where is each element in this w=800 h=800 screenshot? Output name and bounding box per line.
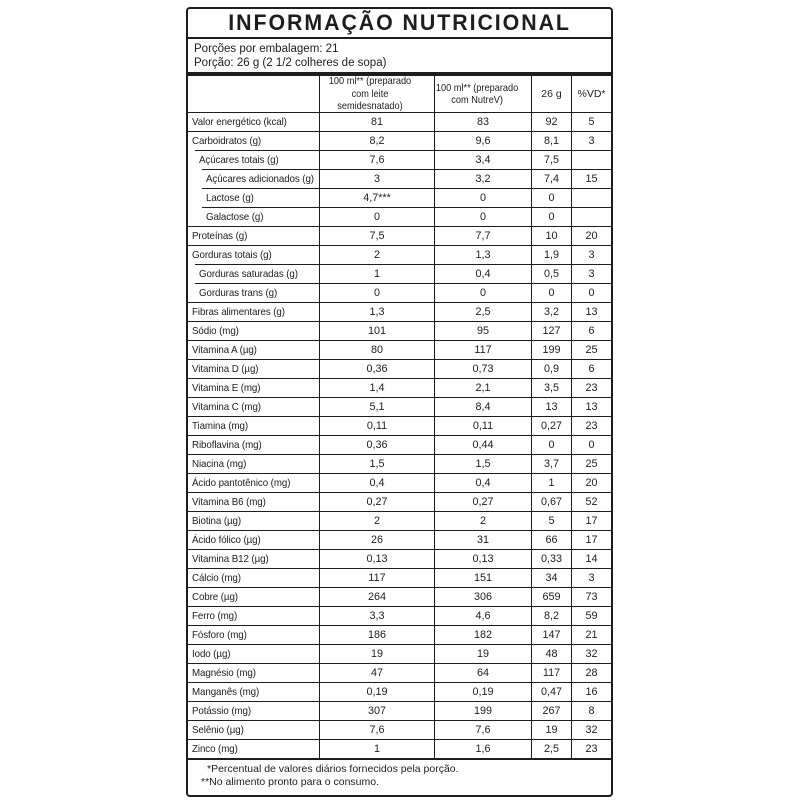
row-value: 264	[319, 587, 434, 606]
table-row	[188, 663, 611, 682]
row-value: 1,5	[319, 454, 434, 473]
row-value: 2	[319, 245, 434, 264]
column-header-100ml-milk: 100 ml** (preparado com leite semidesnatado)	[319, 76, 434, 112]
row-label: Biotina (µg)	[192, 514, 242, 527]
row-value: 64	[434, 663, 531, 682]
row-value: 0	[434, 188, 531, 207]
row-value: 3	[319, 169, 434, 188]
row-value: 0,11	[319, 416, 434, 435]
row-label: Niacina (mg)	[192, 457, 247, 470]
row-value: 0	[571, 283, 611, 302]
row-value: 7,6	[434, 720, 531, 739]
row-value: 0	[531, 207, 571, 226]
row-label: Cobre (µg)	[192, 590, 238, 603]
row-value	[571, 150, 611, 169]
row-value: 127	[531, 321, 571, 340]
row-value: 3	[571, 131, 611, 150]
table-row	[188, 739, 611, 758]
table-row	[188, 682, 611, 701]
row-value: 3,2	[434, 169, 531, 188]
row-value: 0,9	[531, 359, 571, 378]
row-value: 47	[319, 663, 434, 682]
row-label: Fibras alimentares (g)	[192, 305, 285, 318]
row-value: 16	[571, 682, 611, 701]
row-value: 23	[571, 378, 611, 397]
row-value: 7,6	[319, 720, 434, 739]
table-row	[188, 340, 611, 359]
title-band	[188, 9, 611, 39]
row-label: Potássio (mg)	[192, 704, 252, 717]
row-value: 0,27	[531, 416, 571, 435]
row-value: 6	[571, 321, 611, 340]
row-value: 3	[571, 245, 611, 264]
row-value: 2	[434, 511, 531, 530]
row-value: 0,67	[531, 492, 571, 511]
row-value: 6	[571, 359, 611, 378]
portion-info	[188, 39, 611, 72]
row-label: Tiamina (mg)	[192, 419, 249, 432]
table-row	[188, 397, 611, 416]
row-value: 8,1	[531, 131, 571, 150]
row-value: 66	[531, 530, 571, 549]
table-row	[188, 587, 611, 606]
row-value: 8,2	[319, 131, 434, 150]
row-value: 117	[319, 568, 434, 587]
row-label: Vitamina E (mg)	[192, 381, 261, 394]
row-label: Vitamina B12 (µg)	[192, 552, 269, 565]
table-row	[188, 492, 611, 511]
row-value: 0,13	[319, 549, 434, 568]
row-value: 13	[531, 397, 571, 416]
row-label: Zinco (mg)	[192, 742, 238, 755]
column-header-100ml-nutrev: 100 ml** (preparado com NutreV)	[434, 76, 531, 112]
table-row	[188, 378, 611, 397]
row-value: 31	[434, 530, 531, 549]
row-value: 1,5	[434, 454, 531, 473]
row-value: 52	[571, 492, 611, 511]
row-value: 3	[571, 264, 611, 283]
table-row	[188, 701, 611, 720]
row-value: 3	[571, 568, 611, 587]
table-row	[188, 112, 611, 131]
row-label: Carboidratos (g)	[192, 134, 262, 147]
row-value: 0	[531, 283, 571, 302]
row-value: 32	[571, 720, 611, 739]
row-value: 19	[319, 644, 434, 663]
row-value: 0,33	[531, 549, 571, 568]
row-value: 1	[319, 264, 434, 283]
row-value: 0,44	[434, 435, 531, 454]
row-label: Iodo (µg)	[192, 647, 231, 660]
nutrition-facts-panel	[186, 7, 613, 797]
table-row	[188, 720, 611, 739]
row-label: Vitamina D (µg)	[192, 362, 259, 375]
row-value: 182	[434, 625, 531, 644]
table-row	[188, 150, 611, 169]
row-label: Riboflavina (mg)	[192, 438, 262, 451]
row-value: 21	[571, 625, 611, 644]
table-row	[188, 264, 611, 283]
row-value: 9,6	[434, 131, 531, 150]
row-label: Gorduras saturadas (g)	[199, 267, 298, 280]
row-value: 8,4	[434, 397, 531, 416]
row-value	[571, 188, 611, 207]
table-row	[188, 473, 611, 492]
row-value: 1	[319, 739, 434, 758]
row-value: 3,5	[531, 378, 571, 397]
row-value: 147	[531, 625, 571, 644]
row-value: 3,2	[531, 302, 571, 321]
row-value: 0,13	[434, 549, 531, 568]
row-value: 19	[434, 644, 531, 663]
row-value: 20	[571, 473, 611, 492]
row-value: 0	[531, 435, 571, 454]
table-row	[188, 454, 611, 473]
row-value: 0,36	[319, 359, 434, 378]
table-row	[188, 568, 611, 587]
row-label: Gorduras trans (g)	[199, 286, 278, 299]
row-value: 117	[531, 663, 571, 682]
footnote-daily-values: *Percentual de valores diários fornecidos pela porção.	[207, 763, 459, 776]
row-value: 59	[571, 606, 611, 625]
table-row	[188, 131, 611, 150]
row-value: 1,4	[319, 378, 434, 397]
table-row	[188, 549, 611, 568]
row-value: 117	[434, 340, 531, 359]
row-value: 28	[571, 663, 611, 682]
row-value: 2,5	[434, 302, 531, 321]
row-value: 3,7	[531, 454, 571, 473]
row-value: 8,2	[531, 606, 571, 625]
table-row	[188, 283, 611, 302]
row-value: 0	[319, 283, 434, 302]
table-row	[188, 226, 611, 245]
row-value: 0,27	[319, 492, 434, 511]
table-row	[188, 606, 611, 625]
row-label: Ácido fólico (µg)	[192, 533, 261, 546]
row-value: 0,73	[434, 359, 531, 378]
row-value: 4,6	[434, 606, 531, 625]
row-value: 0	[531, 188, 571, 207]
row-value: 7,5	[531, 150, 571, 169]
portions-per-package: Porções por embalagem: 21	[194, 43, 339, 55]
row-value: 5	[571, 112, 611, 131]
table-row	[188, 511, 611, 530]
column-header-26g: 26 g	[531, 76, 571, 112]
row-value: 199	[531, 340, 571, 359]
row-value: 151	[434, 568, 531, 587]
table-row	[188, 644, 611, 663]
nutrition-rows	[188, 112, 611, 758]
row-value: 7,4	[531, 169, 571, 188]
row-value: 73	[571, 587, 611, 606]
row-value: 0,11	[434, 416, 531, 435]
row-value: 1,3	[434, 245, 531, 264]
row-label: Valor energético (kcal)	[192, 115, 287, 128]
row-value: 17	[571, 511, 611, 530]
row-value	[571, 207, 611, 226]
row-value: 32	[571, 644, 611, 663]
table-row	[188, 359, 611, 378]
footnote-ready-to-eat: **No alimento pronto para o consumo.	[201, 776, 380, 789]
row-value: 0,19	[434, 682, 531, 701]
row-value: 7,5	[319, 226, 434, 245]
row-label: Açúcares totais (g)	[199, 153, 279, 166]
row-value: 15	[571, 169, 611, 188]
row-label: Lactose (g)	[206, 191, 254, 204]
row-value: 34	[531, 568, 571, 587]
row-label: Proteínas (g)	[192, 229, 248, 242]
table-row	[188, 321, 611, 340]
row-value: 186	[319, 625, 434, 644]
row-label: Selênio (µg)	[192, 723, 244, 736]
row-value: 0	[434, 283, 531, 302]
footnotes	[188, 760, 611, 795]
row-value: 267	[531, 701, 571, 720]
table-row	[188, 625, 611, 644]
row-value: 2,1	[434, 378, 531, 397]
row-value: 92	[531, 112, 571, 131]
row-label: Fósforo (mg)	[192, 628, 247, 641]
row-value: 1,9	[531, 245, 571, 264]
row-label: Ferro (mg)	[192, 609, 238, 622]
row-label: Ácido pantotênico (mg)	[192, 476, 291, 489]
row-value: 2,5	[531, 739, 571, 758]
row-label: Gorduras totais (g)	[192, 248, 272, 261]
row-value: 25	[571, 340, 611, 359]
row-label: Vitamina B6 (mg)	[192, 495, 266, 508]
row-label: Manganês (mg)	[192, 685, 260, 698]
row-value: 0,47	[531, 682, 571, 701]
row-value: 0,27	[434, 492, 531, 511]
row-value: 83	[434, 112, 531, 131]
row-value: 5	[531, 511, 571, 530]
row-value: 4,7***	[319, 188, 434, 207]
row-label: Galactose (g)	[206, 210, 264, 223]
column-header-vd: %VD*	[571, 76, 611, 112]
row-label: Sódio (mg)	[192, 324, 239, 337]
page-title: INFORMAÇÃO NUTRICIONAL	[228, 10, 571, 35]
row-label: Vitamina C (mg)	[192, 400, 261, 413]
table-row	[188, 435, 611, 454]
table-row	[188, 188, 611, 207]
row-value: 13	[571, 302, 611, 321]
row-label: Magnésio (mg)	[192, 666, 256, 679]
row-label: Açúcares adicionados (g)	[206, 172, 314, 185]
row-value: 199	[434, 701, 531, 720]
row-value: 17	[571, 530, 611, 549]
row-value: 25	[571, 454, 611, 473]
row-value: 0,4	[434, 473, 531, 492]
row-value: 10	[531, 226, 571, 245]
row-value: 7,6	[319, 150, 434, 169]
row-value: 1,3	[319, 302, 434, 321]
row-value: 26	[319, 530, 434, 549]
table-row	[188, 207, 611, 226]
table-row	[188, 530, 611, 549]
portion-size: Porção: 26 g (2 1/2 colheres de sopa)	[194, 57, 387, 70]
column-header-row	[188, 76, 611, 112]
row-value: 1	[531, 473, 571, 492]
row-value: 48	[531, 644, 571, 663]
row-value: 307	[319, 701, 434, 720]
row-value: 659	[531, 587, 571, 606]
row-label: Vitamina A (µg)	[192, 343, 257, 356]
row-value: 3,4	[434, 150, 531, 169]
row-value: 101	[319, 321, 434, 340]
table-row	[188, 302, 611, 321]
table-row	[188, 245, 611, 264]
row-value: 0,19	[319, 682, 434, 701]
row-value: 5,1	[319, 397, 434, 416]
row-value: 0,4	[319, 473, 434, 492]
column-header-empty	[188, 76, 319, 112]
row-value: 3,3	[319, 606, 434, 625]
row-value: 80	[319, 340, 434, 359]
row-value: 0,4	[434, 264, 531, 283]
table-row	[188, 416, 611, 435]
row-value: 2	[319, 511, 434, 530]
table-row	[188, 169, 611, 188]
row-value: 95	[434, 321, 531, 340]
row-value: 1,6	[434, 739, 531, 758]
row-value: 19	[531, 720, 571, 739]
row-value: 20	[571, 226, 611, 245]
row-value: 13	[571, 397, 611, 416]
row-value: 0	[571, 435, 611, 454]
row-value: 8	[571, 701, 611, 720]
row-value: 0	[319, 207, 434, 226]
row-value: 7,7	[434, 226, 531, 245]
row-value: 0,36	[319, 435, 434, 454]
row-value: 306	[434, 587, 531, 606]
row-value: 14	[571, 549, 611, 568]
row-value: 0,5	[531, 264, 571, 283]
row-value: 23	[571, 416, 611, 435]
row-value: 23	[571, 739, 611, 758]
row-value: 81	[319, 112, 434, 131]
row-label: Cálcio (mg)	[192, 571, 241, 584]
row-value: 0	[434, 207, 531, 226]
